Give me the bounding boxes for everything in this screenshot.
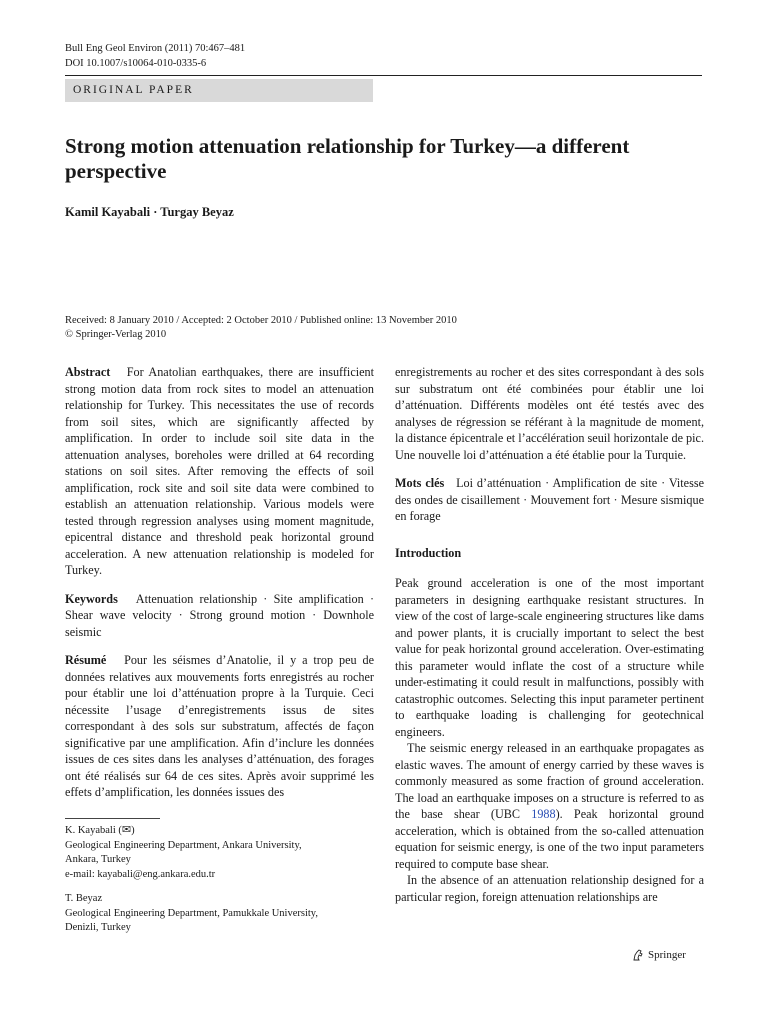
envelope-icon: ✉ (121, 824, 132, 836)
publisher-name: Springer (648, 949, 686, 961)
introduction-heading: Introduction (395, 545, 462, 560)
mots-cles (395, 475, 704, 525)
citation-link[interactable]: 1988 (531, 807, 556, 821)
doi[interactable]: DOI 10.1007/s10064-010-0335-6 (65, 58, 207, 69)
copyright-line: © Springer-Verlag 2010 (65, 329, 167, 340)
author-list: Kamil Kayabali · Turgay Beyaz (65, 205, 234, 219)
keywords-text: Attenuation relationship · Site amplification · Shear wave velocity · Strong ground motion · Downhole seismic (65, 591, 375, 639)
mots-cles-text: Loi d’atténuation · Amplification de site · Vitesse des ondes de cisaillement · Mouvement fort · Mesure sismique en forage (395, 476, 704, 523)
keywords (65, 591, 374, 641)
affiliation-city: Ankara, Turkey (65, 854, 131, 865)
affiliation-city: Denizli, Turkey (65, 922, 131, 933)
journal-citation: Bull Eng Geol Environ (2011) 70:467–481 (65, 43, 246, 54)
springer-horse-icon (632, 949, 644, 961)
abstract (65, 364, 374, 579)
resume-continued: enregistrements au rocher et des sites correspondant à des sols sur substratum ont été combinées pour établir une loi d’atténuation. Différents modèles ont été testés avec des analyses de régression se référant à la magnitude de moment, la distance épicentrale et l’accélération seuil horizontale de pic. Une nouvelle loi d’atténuation a été établie pour la Turquie. (395, 365, 704, 462)
affiliation-name: T. Beyaz (65, 893, 103, 904)
publisher-logo (632, 949, 686, 961)
publication-history (65, 314, 705, 342)
intro-paragraph-2 (395, 740, 704, 872)
keywords-label: Keywords (65, 591, 118, 606)
resume-label: Résumé (65, 653, 107, 667)
header-rule (65, 75, 702, 76)
article-title: Strong motion attenuation relationship for Turkey—a different perspective (65, 134, 630, 183)
journal-reference (65, 41, 245, 71)
intro-paragraph-1: Peak ground acceleration is one of the most important parameters in designing earthquake resistant structures. In view of the cost of large-scale engineering structures like dams and power plants, it is crucially important to select the best value for peak horizontal ground acceleration. Over-estimating this parameter would inflate the cost of a structure while under-estimating it could result in malfunctions, possibly with catastrophic outcomes. Selecting this input parameter pertinent to earthquake loading is challenging for geotechnical engineers. (395, 576, 704, 739)
affiliation-beyaz (65, 892, 374, 936)
abstract-label: Abstract (65, 365, 111, 379)
dates-line: Received: 8 January 2010 / Accepted: 2 October 2010 / Published online: 13 November 2010 (65, 315, 457, 326)
resume-text-start: Pour les séismes d’Anatolie, il y a trop peu de données relatives aux mouvements forts enregistrés au rocher pour établir une loi d’atténuation propre à la Turquie. Ceci nécessite l’usage d’enregistrements issus de sites correspondant à des sols sur substratum, affectés de façon significative par une amplification. Afin d’inclure les données issues de ces sites dans les analyses d’atténuation, des forages ont été réalisés sur 64 de ces sites. Après avoir supprimé les effets d’amplification, les données issues des (65, 653, 374, 799)
affiliation-dept: Geological Engineering Department, Pamukkale University, (65, 907, 318, 919)
mots-cles-label: Mots clés (395, 476, 445, 490)
intro-paragraph-3: In the absence of an attenuation relationship designed for a particular region, foreign attenuation relationships are (395, 873, 704, 904)
resume (65, 652, 374, 801)
section-banner: ORIGINAL PAPER (65, 79, 373, 102)
intro-p2-text-b: ). Peak horizontal ground acceleration, which is obtained from the so-called attenuation equation for seismic energy, is one of the two input parameters required to compute base shear. (395, 807, 704, 871)
abstract-text: For Anatolian earthquakes, there are insufficient strong motion data from rock sites to model an attenuation relationship for Turkey. This necessitates the use of records from soil sites, which are significantly affected by amplification. In order to include soil site data in the attenuation analyses, boreholes were drilled at 64 recording stations on soil sites. After removing the effects of soil amplification, rock site and soil site data were combined to establish an attenuation relationship. Various models were tested through regression analyses using moment magnitude, epicentral distance and threshold peak horizontal ground acceleration. A new attenuation relationship is modeled for Turkey. (65, 365, 375, 577)
affiliation-dept: Geological Engineering Department, Ankara University, (65, 839, 302, 851)
affiliation-name: K. Kayabali (✉) (65, 824, 135, 836)
footnote-rule (65, 818, 160, 819)
left-column (65, 364, 374, 801)
affiliations (65, 818, 374, 946)
affiliation-kayabali (65, 823, 374, 882)
affiliation-email[interactable]: e-mail: kayabali@eng.ankara.edu.tr (65, 868, 216, 880)
right-column (395, 364, 704, 905)
intro-p2-text-a: The seismic energy released in an earthquake propagates as elastic waves. The amount of energy carried by these waves is commonly measured as some fraction of ground acceleration. The load an earthquake imposes on a structure is referred to as the base shear (UBC (395, 741, 704, 821)
